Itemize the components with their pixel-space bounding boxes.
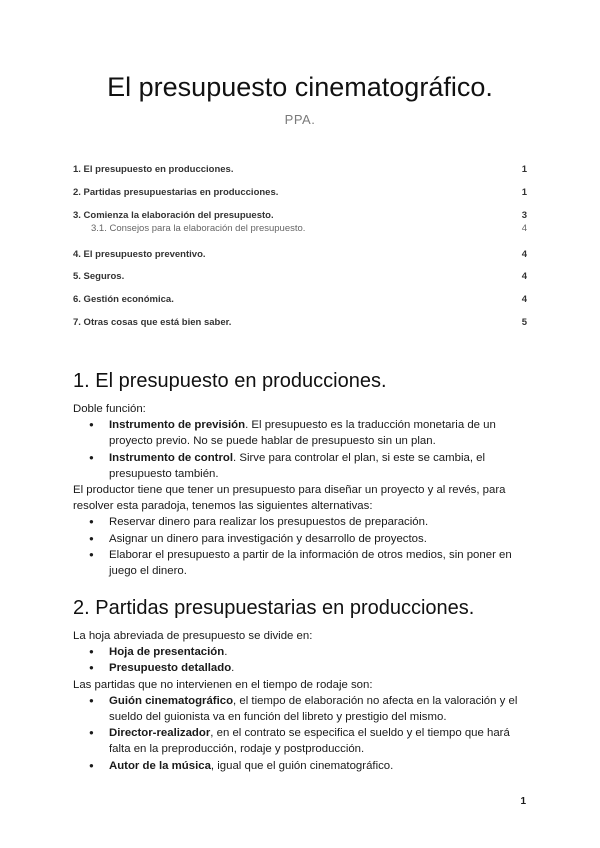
list-item-term: Director-realizador — [109, 727, 211, 740]
toc-entry[interactable] — [73, 249, 527, 261]
list-item-text: . Sirve para controlar el plan, si este se cambia, el presupuesto también. — [109, 451, 486, 480]
list-item: ● Asignar un dinero para investigación y desarrollo de proyectos. — [109, 531, 533, 547]
toc-entry-label: 4. El presupuesto preventivo. — [73, 249, 206, 260]
list-item-term: Guión cinematográfico — [109, 694, 234, 707]
list-item — [109, 450, 533, 482]
paragraph: Doble función: — [73, 403, 146, 415]
bullet-list — [73, 514, 533, 579]
list-item: ● Elaborar el presupuesto a partir de la información de otros medios, sin poner en juego el dinero. — [109, 547, 533, 579]
list-item — [109, 725, 533, 757]
table-of-contents — [73, 164, 527, 329]
toc-subentry[interactable] — [73, 223, 527, 235]
toc-entry-label: 6. Gestión económica. — [73, 294, 174, 305]
toc-entry-label: 5. Seguros. — [73, 271, 125, 282]
toc-entry-label: 3. Comienza la elaboración del presupuesto. — [73, 210, 274, 221]
toc-entry[interactable] — [73, 210, 527, 222]
toc-entry-page: 4 — [521, 294, 527, 305]
list-item-text: , en el contrato se especifica el sueldo y el tiempo que hará falta en la preproducción, rodaje y postproducción. — [109, 727, 510, 756]
list-item — [109, 758, 533, 774]
list-item — [109, 660, 533, 676]
toc-entry-label: 7. Otras cosas que está bien saber. — [73, 317, 232, 328]
toc-entry[interactable] — [73, 187, 527, 199]
list-item-term: Presupuesto detallado — [109, 662, 232, 675]
list-item-text: , el tiempo de elaboración no afecta en la valoración y el sueldo del guionista va en función del libreto y prestigio del mismo. — [109, 694, 518, 724]
toc-entry-label: 1. El presupuesto en producciones. — [73, 164, 234, 175]
toc-entry-page: 4 — [521, 271, 527, 282]
list-item-text: . — [224, 646, 228, 659]
toc-entry-page: 4 — [521, 223, 527, 234]
section-1-body — [73, 401, 533, 579]
toc-entry-page: 5 — [521, 317, 527, 328]
section-2-body — [73, 628, 533, 774]
document-title: El presupuesto cinematográfico. — [107, 72, 493, 102]
toc-entry-page: 1 — [521, 164, 527, 175]
page-number: 1 — [520, 796, 526, 807]
list-item — [109, 417, 533, 449]
list-item-term: Autor de la música — [109, 759, 211, 772]
list-item-text: . — [231, 662, 235, 675]
list-item — [109, 644, 533, 660]
toc-entry[interactable] — [73, 294, 527, 306]
list-item-term: Instrumento de control — [109, 451, 234, 464]
bullet-list — [73, 693, 533, 774]
section-heading: 2. Partidas presupuestarias en producciones. — [73, 597, 475, 619]
toc-entry-label: 3.1. Consejos para la elaboración del presupuesto. — [91, 223, 306, 234]
list-item — [109, 693, 533, 725]
list-item: ● Reservar dinero para realizar los presupuestos de preparación. — [109, 514, 533, 530]
toc-entry-page: 1 — [521, 187, 527, 198]
list-item-term: Instrumento de previsión — [109, 419, 246, 432]
list-item-term: Hoja de presentación — [109, 646, 225, 659]
bullet-list — [73, 417, 533, 482]
toc-entry[interactable] — [73, 164, 527, 176]
toc-entry-label: 2. Partidas presupuestarias en producciones. — [73, 187, 279, 198]
toc-entry[interactable] — [73, 271, 527, 283]
list-item-text: , igual que el guión cinematográfico. — [210, 759, 394, 772]
toc-entry-page: 3 — [521, 210, 527, 221]
bullet-list — [73, 644, 533, 676]
toc-entry-page: 4 — [521, 249, 527, 260]
section-heading: 1. El presupuesto en producciones. — [73, 370, 387, 392]
list-item-text: . El presupuesto es la traducción monetaria de un proyecto previo. No se puede hablar de presupuesto sin un plan. — [109, 419, 496, 448]
toc-entry[interactable] — [73, 317, 527, 329]
paragraph: El productor tiene que tener un presupuesto para diseñar un proyecto y al revés, para resolver esta paradoja, tenemos las siguientes alternativas: — [73, 484, 506, 513]
document-subtitle: PPA. — [284, 112, 316, 127]
paragraph: Las partidas que no intervienen en el tiempo de rodaje son: — [73, 678, 373, 691]
paragraph: La hoja abreviada de presupuesto se divide en: — [73, 630, 313, 642]
